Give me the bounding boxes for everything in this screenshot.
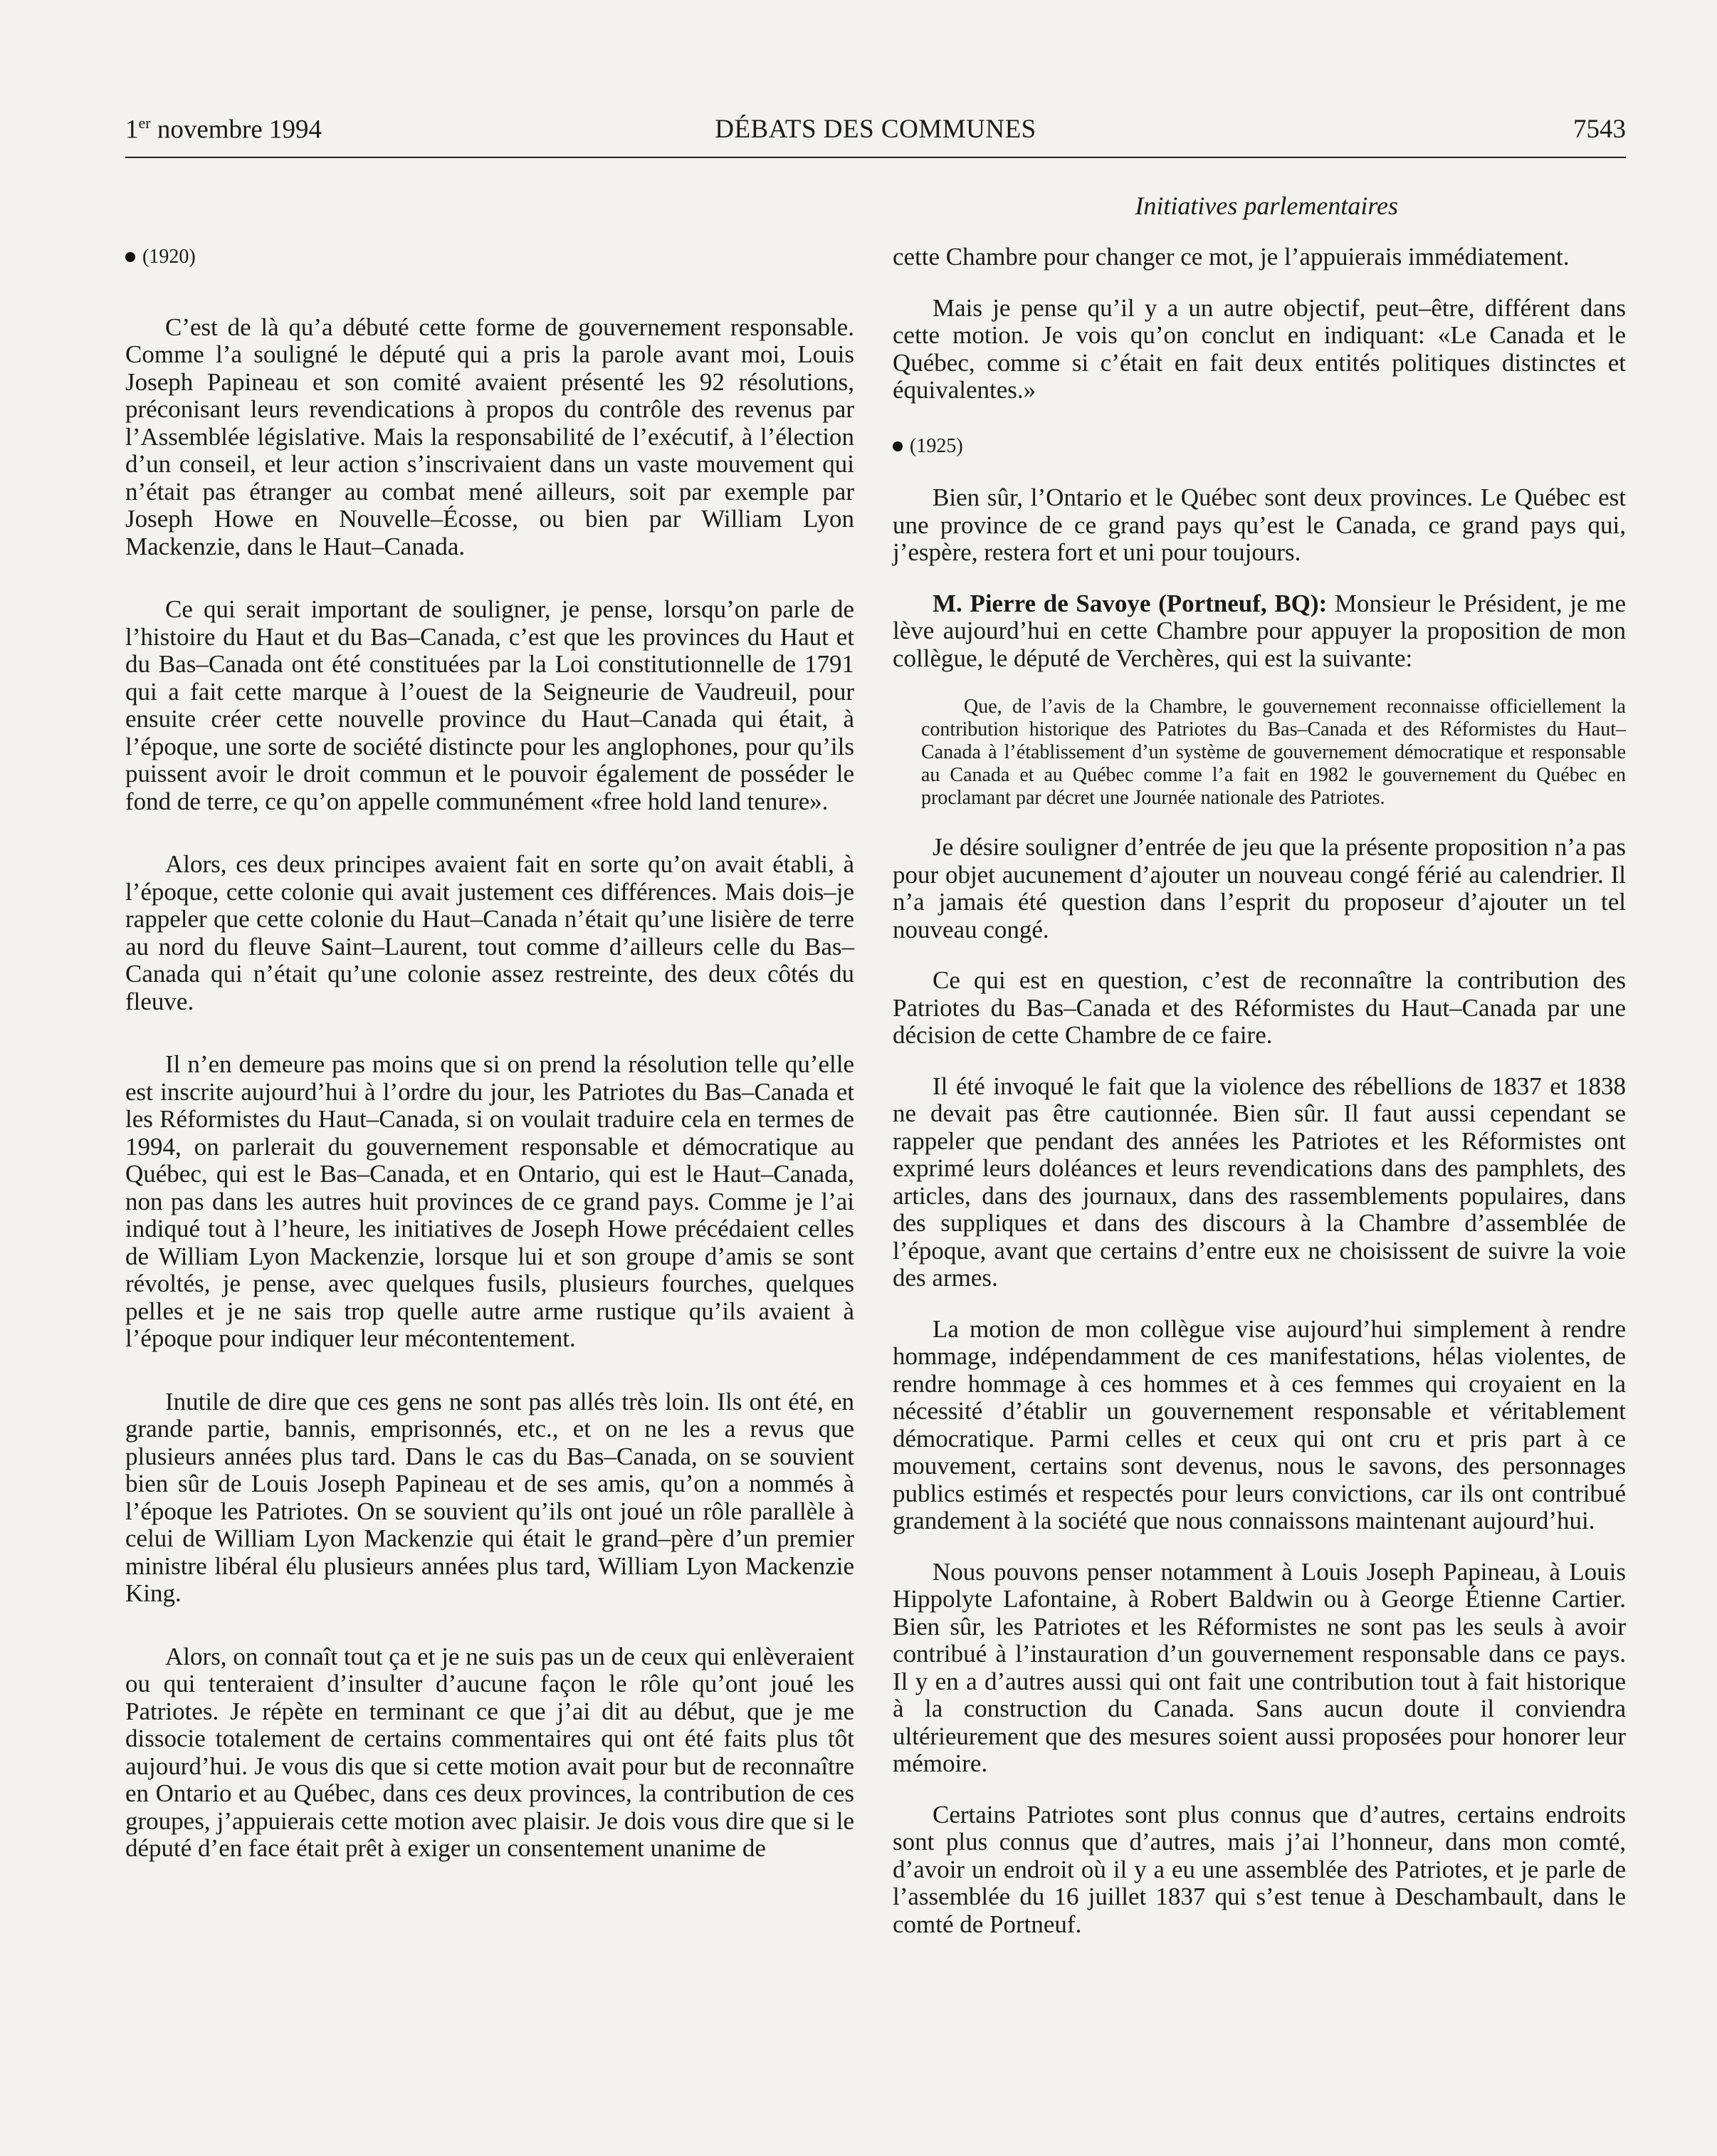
header-rule: [125, 157, 1626, 158]
header-date-day: 1: [125, 115, 139, 145]
motion-quote-text: Que, de l’avis de la Chambre, le gouvernement reconnaisse officiellement la contribution historique des Patriotes du Bas–Canada et des Réformistes du Haut–Canada à l’établissement d’un système de gouvernement démocratique et responsable au Canada et au Québec comme l’a fait en 1982 le gouvernement du Québec en proclamant par décret une Journée nationale des Patriotes.: [921, 696, 1626, 809]
continuation-paragraph: cette Chambre pour changer ce mot, je l’appuierais immédiatement.: [893, 243, 1570, 271]
paragraph: Nous pouvons penser notamment à Louis Joseph Papineau, à Louis Hippolyte Lafontaine, à Robert Baldwin ou à George Étienne Cartier. Bien sûr, les Patriotes et les Réformistes ne sont pas les seuls à avoir contribué à l’instauration d’un gouvernement responsable dans ce pays. Il y en a d’autres aussi qui ont fait une contribution tout à fait historique à la construction du Canada. Sans aucun doute il conviendra ultérieurement que des mesures soient aussi proposées pour honorer leur mémoire.: [893, 1557, 1626, 1777]
paragraph: Inutile de dire que ces gens ne sont pas allés très loin. Ils ont été, en grande partie, bannis, emprisonnés, etc., et on ne les a revus que plusieurs années plus tard. Dans le cas du Bas–Canada, on se souvient bien sûr de Louis Joseph Papineau et de ses amis, qu’on a nommés à l’époque les Patriotes. On se souvient qu’ils ont joué un rôle parallèle à celui de William Lyon Mackenzie qui était le grand–père d’un premier ministre libéral élu plusieurs années plus tard, William Lyon Mackenzie King.: [125, 1387, 854, 1607]
speaker-paragraph: [893, 590, 1626, 673]
paragraph: Ce qui serait important de souligner, je pense, lorsqu’on parle de l’histoire du Haut et du Bas–Canada, c’est que les provinces du Haut et du Bas–Canada ont été constituées par la Loi constitutionnelle de 1791 qui a fait cette marque à l’ouest de la Seigneurie de Vaudreuil, pour ensuite créer cette nouvelle province du Haut–Canada qui était, à l’époque, une sorte de société distincte pour les anglophones, pour qu’ils puissent avoir le droit commun et le pouvoir également de posséder le fond de terre, ce qu’on appelle communément «free hold land tenure».: [125, 595, 854, 815]
header-title: DÉBATS DES COMMUNES: [715, 115, 1036, 144]
paragraph: C’est de là qu’a débuté cette forme de gouvernement responsable. Comme l’a souligné le député qui a pris la parole avant moi, Louis Joseph Papineau et son comité avaient présenté les 92 résolutions, préconisant leurs revendications à propos du contrôle des revenus par l’Assemblée législative. Mais la responsabilité de l’exécutif, à l’élection d’un conseil, et leur action s’inscrivaient dans un vaste mouvement qui n’était pas étranger au combat mené ailleurs, soit par exemple par Joseph Howe en Nouvelle–Écosse, ou bien par William Lyon Mackenzie, dans le Haut–Canada.: [125, 313, 854, 560]
timestamp-marker: [125, 244, 854, 271]
header-date-rest: novembre 1994: [150, 115, 322, 145]
paragraph: Bien sûr, l’Ontario et le Québec sont deux provinces. Le Québec est une province de ce grand pays qu’est le Canada, ce grand pays qui, j’espère, restera fort et uni pour toujours.: [893, 483, 1626, 566]
timestamp-text: (1920): [142, 246, 196, 268]
paragraph: Je désire souligner d’entrée de jeu que la présente proposition n’a pas pour objet aucunement d’ajouter un nouveau congé férié au calendrier. Il n’a jamais été question dans l’esprit du proposeur d’ajouter un tel nouveau congé.: [893, 833, 1626, 943]
header-page-number: 7543: [1573, 115, 1626, 144]
page-header: [125, 114, 1626, 157]
paragraph: Mais je pense qu’il y a un autre objectif, peut–être, différent dans cette motion. Je vois qu’on conclut en indiquant: «Le Canada et le Québec, comme si c’était en fait deux entités politiques distinctes et équivalentes.»: [893, 293, 1626, 404]
timestamp-text: (1925): [910, 434, 963, 457]
paragraph: La motion de mon collègue vise aujourd’hui simplement à rendre hommage, indépendamment de ces manifestations, hélas violentes, de rendre hommage à ces hommes et à ces femmes qui croyaient en la nécessité d’établir un gouvernement responsable et véritablement démocratique. Parmi celles et ceux qui ont cru et pris part à ce mouvement, certains sont devenus, nous le savons, des personnages publics estimés et respectés pour leurs convictions, car ils ont contribué grandement à la société que nous connaissons maintenant aujourd’hui.: [893, 1314, 1626, 1534]
header-date-sup: er: [138, 114, 151, 132]
paragraph: Alors, ces deux principes avaient fait en sorte qu’on avait établi, à l’époque, cette colonie qui avait justement ces différences. Mais dois–je rappeler que cette colonie du Haut–Canada n’était qu’une lisière de terre au nord du fleuve Saint–Laurent, tout comme d’ailleurs celle du Bas–Canada qui n’était qu’une colonie assez restreinte, des deux côtés du fleuve.: [125, 850, 854, 1015]
paragraph: Certains Patriotes sont plus connus que d’autres, certains endroits sont plus connus que d’autres, mais j’ai l’honneur, dans mon comté, d’avoir un endroit où il y a eu une assemblée des Patriotes, et je parle de l’assemblée du 16 juillet 1837 qui s’est tenue à Deschambault, dans le comté de Portneuf.: [893, 1800, 1626, 1938]
timestamp-marker: [893, 433, 1626, 461]
speaker-name: M. Pierre de Savoye (Portneuf, BQ):: [933, 589, 1328, 617]
paragraph: Alors, on connaît tout ça et je ne suis pas un de ceux qui enlèveraient ou qui tenteraient d’insulter d’aucune façon le rôle qu’ont joué les Patriotes. Je répète en terminant ce que j’ai dit au début, que je me dissocie totalement de certains commentaires qui ont été faits plus tôt aujourd’hui. Je vous dis que si cette motion avait pour but de reconnaître en Ontario et au Québec, dans ces deux provinces, la contribution de ces groupes, j’appuierais cette motion avec plaisir. Je dois vous dire que si le député d’en face était prêt à exiger un consentement unanime de: [125, 1642, 854, 1862]
speaker-text: Monsieur le Président, je me lève aujourd’hui en cette Chambre pour appuyer la proposition de mon collègue, le député de Verchères, qui est la suivante:: [893, 589, 1626, 672]
left-column: [125, 244, 854, 1898]
motion-quote: [921, 696, 1626, 810]
paragraph: Ce qui est en question, c’est de reconnaître la contribution des Patriotes du Bas–Canada et des Réformistes du Haut–Canada par une décision de cette Chambre de ce faire.: [893, 966, 1626, 1049]
paragraph: Il été invoqué le fait que la violence des rébellions de 1837 et 1838 ne devait pas être cautionnée. Bien sûr. Il faut aussi cependant se rappeler que pendant des années les Patriotes et les Réformistes ont exprimé leurs doléances et leurs revendications dans des pamphlets, des articles, dans des journaux, dans des rassemblements populaires, dans des suppliques et dans des discours à la Chambre d’assemblée de l’époque, avant que certains d’entre eux ne choisissent de suivre la voie des armes.: [893, 1072, 1626, 1292]
section-subhead: Initiatives parlementaires: [1135, 192, 1398, 220]
bullet-icon: [125, 252, 135, 262]
paragraph: Il n’en demeure pas moins que si on prend la résolution telle qu’elle est inscrite aujourd’hui à l’ordre du jour, les Patriotes du Bas–Canada et les Réformistes du Haut–Canada, si on voulait traduire cela en termes de 1994, on parlerait du gouvernement responsable et démocratique au Québec, qui est le Bas–Canada, et en Ontario, qui est le Haut–Canada, non pas dans les autres huit provinces de ce grand pays. Comme je l’ai indiqué tout à l’heure, les initiatives de Joseph Howe précédaient celles de William Lyon Mackenzie, lorsque lui et son groupe d’amis se sont révoltés, je pense, avec quelques fusils, plusieurs fourches, quelques pelles et je ne sais trop quelle autre arme rustique qu’ils avaient à l’époque pour indiquer leur mécontentement.: [125, 1050, 854, 1352]
bullet-icon: [893, 441, 903, 451]
right-column: [893, 244, 1626, 1962]
